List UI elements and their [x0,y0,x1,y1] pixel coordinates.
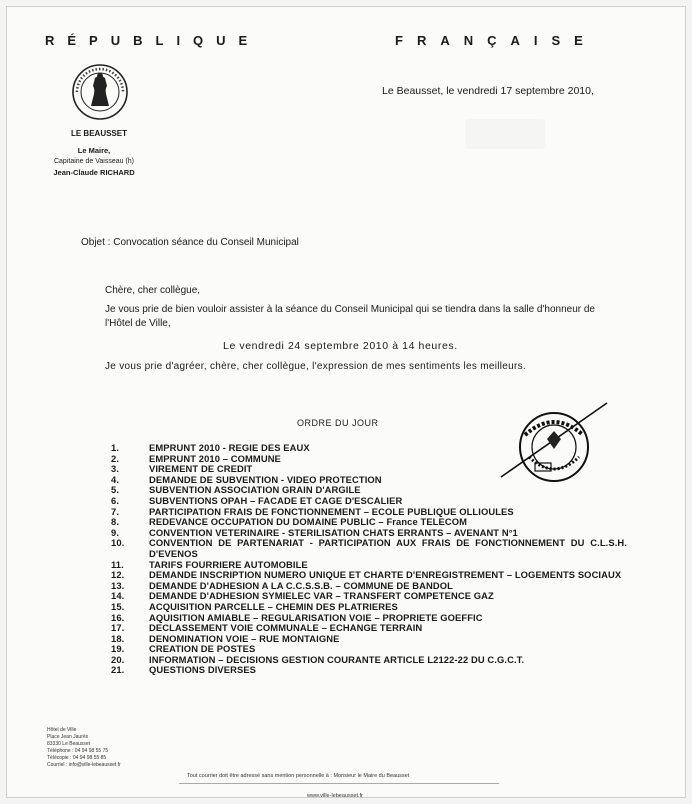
mayor-block [29,145,159,178]
salutation: Chère, cher collègue, [105,285,201,296]
mayor-rank: Capitaine de Vaisseau (h) [53,158,135,165]
agenda-item: 12. DEMANDE INSCRIPTION NUMERO UNIQUE ET CHARTE D'ENREGISTREMENT – LOGEMENTS SOCIAUX [111,569,622,581]
letter-page [6,6,686,798]
agenda-list [111,443,627,676]
body-paragraph: Je vous prie de bien vouloir assister à la séance du Conseil Municipal qui se tiendra dans la salle d'honneur de l'Hôtel de Ville, [105,304,595,329]
agenda-item: 13. DEMANDE D'ADHESION A LA C.C.S.S.B. – COMMUNE DE BANDOL [111,579,453,591]
mayor-name: Jean-Claude RICHARD [53,168,135,177]
header-francaise: FRANÇAISE [395,33,597,48]
mayor-title: Le Maire, [77,146,111,155]
agenda-item: 11. TARIFS FOURRIERE AUTOMOBILE [111,558,308,570]
agenda-item: 9. CONVENTION VETERINAIRE - STERILISATION CHATS ERRANTS – AVENANT N°1 [111,526,518,538]
footer-divider [179,783,499,784]
closing-line: Je vous prie d'agréer, chère, cher collègue, l'expression de mes sentiments les meilleurs. [105,361,527,372]
agenda-title: ORDRE DU JOUR [297,418,379,428]
town-seal-icon [71,63,129,121]
agenda-item: 14. DEMANDE D'ADHESION SYMIELEC VAR – TRANSFERT COMPETENCE GAZ [111,590,494,602]
agenda-item: 3. VIREMENT DE CREDIT [111,463,253,475]
agenda-item: 19. CREATION DE POSTES [111,643,256,655]
agenda-item: 5. SUBVENTION ASSOCIATION GRAIN D'ARGILE [111,484,361,496]
scan-smudge [465,119,545,149]
agenda-item: 15. ACQUISITION PARCELLE – CHEMIN DES PLATRIERES [111,600,398,612]
header-republique: RÉPUBLIQUE [45,33,261,48]
dateline: Le Beausset, le vendredi 17 septembre 2010, [382,85,594,97]
agenda-item: 8. REDEVANCE OCCUPATION DU DOMAINE PUBLIC – France TELECOM [111,516,468,528]
agenda-item: 4. DEMANDE DE SUBVENTION - VIDEO PROTECTION [111,473,382,485]
agenda-item: 17. DECLASSEMENT VOIE COMMUNALE – ECHANGE TERRAIN [111,622,423,634]
agenda-item: 2. EMPRUNT 2010 – COMMUNE [111,452,281,464]
agenda-item: 7. PARTICIPATION FRAIS DE FONCTIONNEMENT – ECOLE PUBLIQUE OLLIOULES [111,505,514,517]
footer-website: www.ville-lebeausset.fr [307,793,363,799]
agenda-item: 21. QUESTIONS DIVERSES [111,664,257,676]
town-name: LE BEAUSSET [70,129,127,138]
agenda-item: 20. INFORMATION – DECISIONS GESTION COURANTE ARTICLE L2122-22 DU C.G.C.T. [111,653,525,665]
agenda-item: 16. AQUISITION AMIABLE – REGULARISATION VOIE – PROPRIETE GOEFFIC [111,611,483,623]
agenda-item: 10. CONVENTION DE PARTENARIAT - PARTICIPATION AUX FRAIS DE FONCTIONNEMENT DU C.L.S.H. D'EVENOS [111,537,627,559]
agenda-item: 6. SUBVENTIONS OPAH – FACADE ET CAGE D'ESCALIER [111,494,403,506]
agenda-item: 18. DENOMINATION VOIE – RUE MONTAIGNE [111,632,340,644]
meeting-date: Le vendredi 24 septembre 2010 à 14 heures. [223,340,458,352]
agenda-item: 1. EMPRUNT 2010 - REGIE DES EAUX [111,442,310,453]
footer-address: Hôtel de Ville Place Jean Jaurès 83330 Le Beausset Téléphone : 04 94 98 55 75 Télécopie : 04 94 98 55 85 Courriel : info@ville-lebeausset.fr [47,727,121,768]
subject-line: Objet : Convocation séance du Conseil Municipal [81,237,299,248]
footer-note: Tout courrier doit être adressé sans mention personnelle à : Monsieur le Maire du Beausset [187,773,410,779]
